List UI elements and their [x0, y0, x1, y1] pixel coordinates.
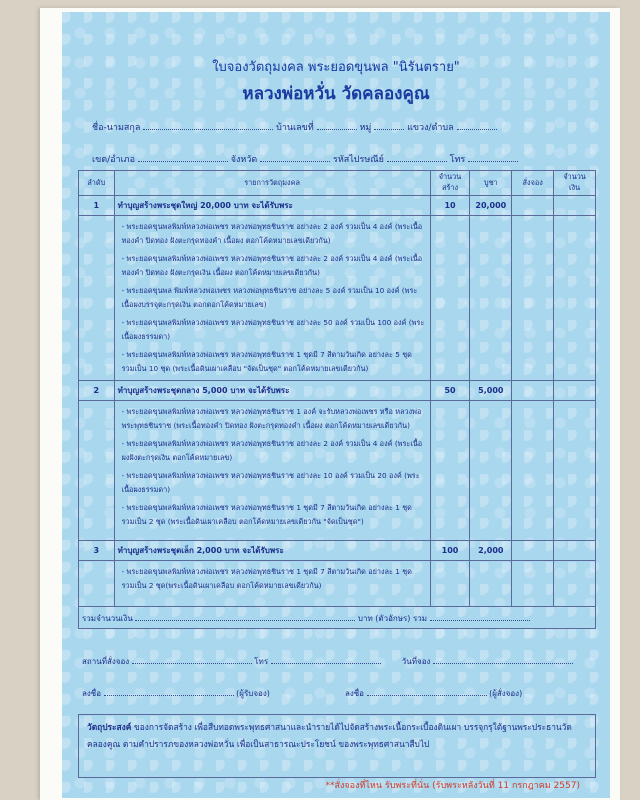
table-row: [79, 401, 596, 541]
purpose-box: [78, 714, 596, 778]
table-row: [79, 196, 596, 216]
phone-field[interactable]: [468, 152, 518, 162]
signer2-role: (ผู้สั่งจอง): [489, 689, 523, 698]
qty-value: 100: [430, 541, 470, 561]
address-line-2: [92, 152, 590, 166]
district-field[interactable]: [138, 152, 228, 162]
order-cell[interactable]: [512, 381, 554, 401]
section-label: ทำบุญสร้างพระชุดเล็ก 2,000 บาท จะได้รับพระ: [114, 541, 430, 561]
col-price-header: บูชา: [470, 171, 512, 196]
postcode-field[interactable]: [387, 152, 447, 162]
district-label: เขต/อำเภอ: [92, 155, 135, 165]
postcode-label: รหัสไปรษณีย์: [332, 155, 384, 165]
order-cell[interactable]: [512, 541, 554, 561]
address-line-1: [92, 120, 590, 134]
col-no-header: ลำดับ: [79, 171, 115, 196]
list-item: - พระยอดขุนพลพิมพ์หลวงพ่อเพชร หลวงพ่อพุทธชินราช 1 ชุดมี 7 สีตามวันเกิด อย่างละ 5 ชุด รวมเป็น 10 ชุด (พระเนื้อดินเผาเคลือบ "จัดเป็นชุด" ตอกโค้ดหมายเลขเดียวกัน): [121, 350, 412, 373]
table-row: [79, 381, 596, 401]
total-words-field[interactable]: [430, 611, 530, 621]
section-details: [114, 401, 430, 541]
baht-label: บาท (ตัวอักษร) รวม: [357, 613, 428, 623]
price-value: 2,000: [470, 541, 512, 561]
purpose-text: ของการจัดสร้าง เพื่อสืบทอดพระพุทธศาสนาและนำรายได้ไปจัดสร้างพระเนื้อกระเบื้องดินเผา บรรจุกรุใต้ฐานพระประธานวัดคลองคูณ ตามคำปรารภของหลวงพ่อหวั่น เพื่อเป็นสาธารณะประโยชน์ ของพระพุทธศาสนาสืบไป: [87, 722, 572, 749]
list-item: - พระยอดขุนพลพิมพ์หลวงพ่อเพชร หลวงพ่อพุทธชินราช อย่างละ 2 องค์ รวมเป็น 4 องค์ (พระเนื้อผงฝังตะกรุดเงิน ตอกโค้ดหมายเลข): [121, 439, 423, 462]
pickup-note: **สั่งจองที่ไหน รับพระที่นั่น (รับพระหลังวันที่ 11 กรกฎาคม 2557): [325, 781, 580, 791]
list-item: - พระยอดขุนพลพิมพ์หลวงพ่อเพชร หลวงพ่อพุทธชินราช 1 องค์ จะรับหลวงพ่อเพชร หรือ หลวงพ่อพระพุทธชินราช (พระเนื้อทองคำ ปิดทอง ฝังตะกรุดทองคำ เนื้อผง ตอกโค้ดหมายเลขเดียวกัน): [121, 407, 422, 430]
total-row: [79, 607, 596, 629]
place-label: สถานที่สั่งจอง: [82, 657, 130, 666]
house-no-label: บ้านเลขที่: [276, 123, 314, 133]
col-qty-header: จำนวน สร้าง: [430, 171, 470, 196]
table-row: [79, 216, 596, 381]
subdistrict-label: แขวง/ตำบล: [407, 123, 454, 133]
row-number: 2: [79, 381, 115, 401]
price-value: 5,000: [470, 381, 512, 401]
signer2-label: ลงชื่อ: [344, 689, 364, 698]
qty-value: 50: [430, 381, 470, 401]
place-line: [82, 654, 573, 668]
list-item: - พระยอดขุนพล พิมพ์หลวงพ่อเพชร หลวงพ่อพุทธชินราช อย่างละ 5 องค์ รวมเป็น 10 องค์ (พระเนื้อผงบรรจุตะกรุดเงิน ตอกตอกโค้ดหมายเลข): [121, 286, 418, 309]
purpose-title: วัตถุประสงค์: [87, 722, 132, 732]
list-item: - พระยอดขุนพลพิมพ์หลวงพ่อเพชร หลวงพ่อพุทธชินราช อย่างละ 2 องค์ รวมเป็น 4 องค์ (พระเนื้อทองคำ ปิดทอง ฝังตะกรุดทองคำ เนื้อผง ตอกโค้ดหมายเลขเดียวกัน): [121, 222, 423, 245]
row-number: 1: [79, 196, 115, 216]
place-field[interactable]: [132, 654, 252, 664]
date-label: วันที่จอง: [401, 657, 431, 666]
signer1-label: ลงชื่อ: [82, 689, 102, 698]
form-title: ใบจองวัตถุมงคล พระยอดขุนพล "นิรันตราย": [212, 60, 460, 75]
signer1-field[interactable]: [104, 686, 234, 696]
date-field[interactable]: [433, 654, 573, 664]
col-order-header: สั่งจอง: [512, 171, 554, 196]
amount-cell[interactable]: [554, 196, 596, 216]
table-row: [79, 541, 596, 561]
moo-label: หมู่: [359, 123, 372, 133]
list-item: - พระยอดขุนพลพิมพ์หลวงพ่อเพชร หลวงพ่อพุทธชินราช 1 ชุดมี 7 สีตามวันเกิด อย่างละ 1 ชุด รวมเป็น 2 ชุด(พระเนื้อดินเผาเคลือบ ตอกโค้ดหมายเลขเดียวกัน): [121, 567, 412, 590]
province-field[interactable]: [260, 152, 330, 162]
col-amount-header: จำนวน เงิน: [554, 171, 596, 196]
total-label: รวมจำนวนเงิน: [82, 613, 133, 623]
place-phone-field[interactable]: [271, 654, 381, 664]
qty-value: 10: [430, 196, 470, 216]
amount-cell[interactable]: [554, 541, 596, 561]
section-label: ทำบุญสร้างพระชุดกลาง 5,000 บาท จะได้รับพระ: [114, 381, 430, 401]
table-row: [79, 561, 596, 607]
name-label: ชื่อ-นามสกุล: [92, 123, 141, 133]
section-details: [114, 561, 430, 607]
list-item: - พระยอดขุนพลพิมพ์หลวงพ่อเพชร หลวงพ่อพุทธชินราช 1 ชุดมี 7 สีตามวันเกิด อย่างละ 1 ชุด รวมเป็น 2 ชุด (พระเนื้อดินเผาเคลือบ ตอกโค้ดหมายเลขเดียวกัน "จัดเป็นชุด"): [121, 503, 412, 526]
subdistrict-field[interactable]: [457, 120, 497, 130]
place-phone-label: โทร: [254, 657, 269, 666]
signer1-role: (ผู้รับจอง): [236, 689, 270, 698]
table-header-row: [79, 171, 596, 196]
list-item: - พระยอดขุนพลพิมพ์หลวงพ่อเพชร หลวงพ่อพุทธชินราช อย่างละ 10 องค์ รวมเป็น 20 องค์ (พระเนื้อผงธรรมดา): [121, 471, 420, 494]
list-item: - พระยอดขุนพลพิมพ์หลวงพ่อเพชร หลวงพ่อพุทธชินราช อย่างละ 50 องค์ รวมเป็น 100 องค์ (พระเนื้อผงธรรมดา): [121, 318, 425, 341]
amount-cell[interactable]: [554, 381, 596, 401]
house-no-field[interactable]: [317, 120, 357, 130]
phone-label: โทร: [449, 155, 466, 165]
row-number: 3: [79, 541, 115, 561]
signer2-field[interactable]: [367, 686, 487, 696]
province-label: จังหวัด: [230, 155, 258, 165]
section-label: ทำบุญสร้างพระชุดใหญ่ 20,000 บาท จะได้รับพระ: [114, 196, 430, 216]
order-cell[interactable]: [512, 196, 554, 216]
section-details: [114, 216, 430, 381]
moo-field[interactable]: [374, 120, 404, 130]
form-subtitle: หลวงพ่อหวั่น วัดคลองคูณ: [242, 84, 430, 104]
col-item-header: รายการวัตถุมงคล: [114, 171, 430, 196]
booking-form: [62, 12, 610, 798]
items-table: [78, 170, 596, 629]
name-field[interactable]: [143, 120, 273, 130]
list-item: - พระยอดขุนพลพิมพ์หลวงพ่อเพชร หลวงพ่อพุทธชินราช อย่างละ 2 องค์ รวมเป็น 4 องค์ (พระเนื้อทองคำ ปิดทอง ฝังตะกรุดเงิน เนื้อผง ตอกโค้ดหมายเลขเดียวกัน): [121, 254, 423, 277]
signature-line: [82, 686, 522, 700]
price-value: 20,000: [470, 196, 512, 216]
total-amount-field[interactable]: [135, 611, 355, 621]
